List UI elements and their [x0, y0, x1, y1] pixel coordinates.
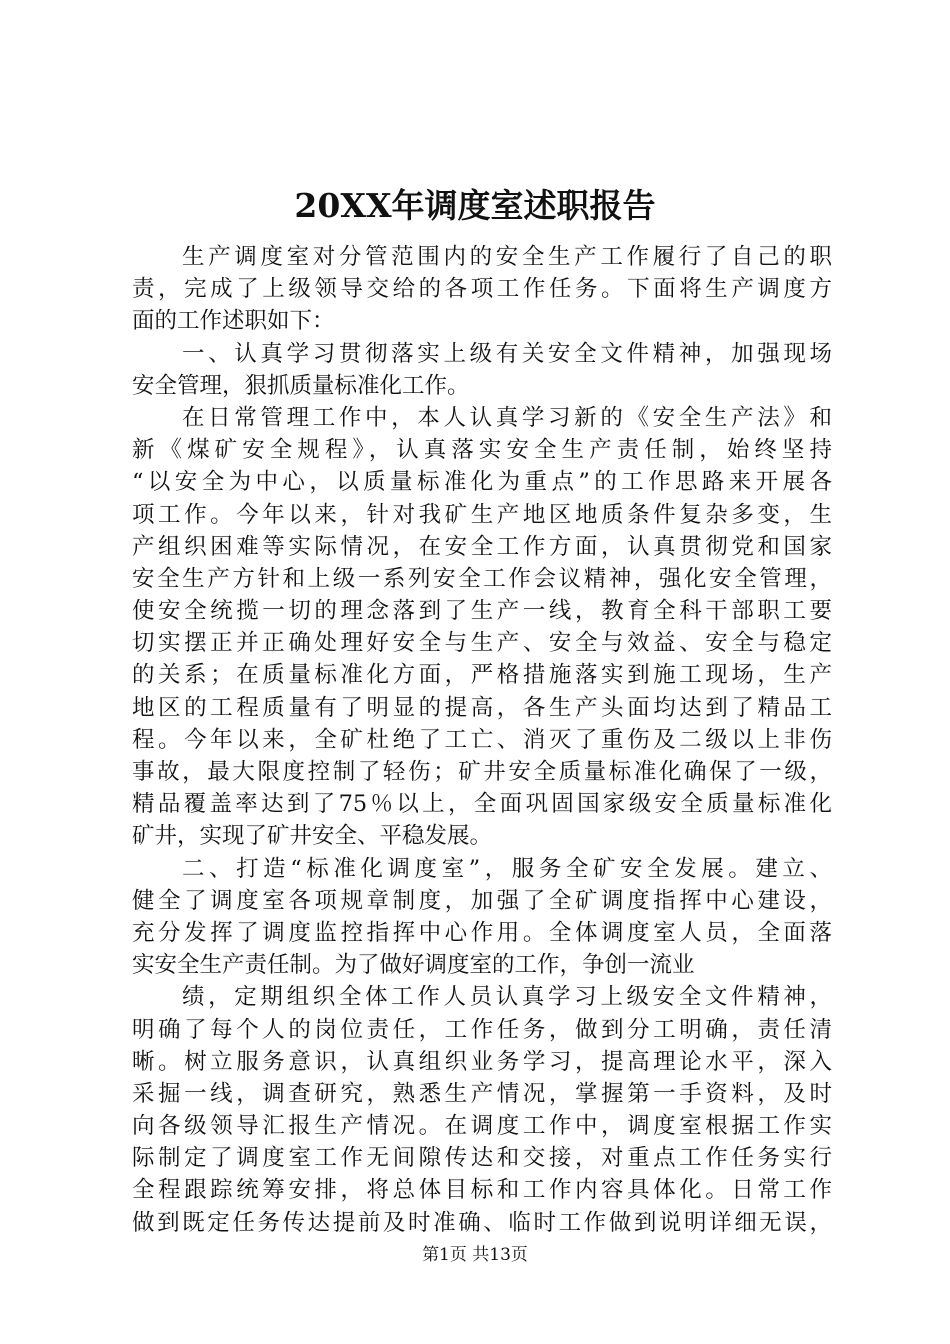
- text-line: 二、打造“标准化调度室”，服务全矿安全发展。建立、: [182, 855, 832, 882]
- text-line: 产组织困难等实际情况，在安全工作方面，认真贯彻党和国家: [132, 533, 832, 560]
- text-line: 使安全统揽一切的理念落到了生产一线，教育全科干部职工要: [132, 598, 832, 625]
- text-line: 采掘一线，调查研究，熟悉生产情况，掌握第一手资料，及时: [132, 1080, 832, 1107]
- text-line: 安全管理，狠抓质量标准化工作。: [132, 372, 470, 399]
- text-line: 充分发挥了调度监控指挥中心作用。全体调度室人员，全面落: [132, 919, 832, 946]
- text-line: 明确了每个人的岗位责任，工作任务，做到分工明确，责任清: [132, 1016, 832, 1043]
- text-line: 向各级领导汇报生产情况。在调度工作中，调度室根据工作实: [132, 1113, 832, 1140]
- text-line: 绩，定期组织全体工作人员认真学习上级安全文件精神，: [182, 984, 832, 1011]
- text-line: 切实摆正并正确处理好安全与生产、安全与效益、安全与稳定: [132, 630, 832, 657]
- text-line: 矿井，实现了矿井安全、平稳发展。: [132, 823, 493, 850]
- text-line: 际制定了调度室工作无间隙传达和交接，对重点工作任务实行: [132, 1145, 832, 1172]
- text-line: 健全了调度室各项规章制度，加强了全矿调度指挥中心建设，: [132, 887, 832, 914]
- text-line: 实安全生产责任制。为了做好调度室的工作，争创一流业: [132, 952, 695, 979]
- text-line: 在日常管理工作中，本人认真学习新的《安全生产法》和: [182, 404, 832, 431]
- text-line: 做到既定任务传达提前及时准确、临时工作做到说明详细无误，: [132, 1209, 832, 1236]
- text-line: 责，完成了上级领导交给的各项工作任务。下面将生产调度方: [132, 276, 832, 303]
- text-line: 事故，最大限度控制了轻伤；矿井安全质量标准化确保了一级，: [132, 759, 832, 785]
- text-line: 面的工作述职如下：: [132, 308, 335, 335]
- document-body: [132, 241, 832, 1239]
- text-line: 晰。树立服务意识，认真组织业务学习，提高理论水平，深入: [132, 1048, 832, 1075]
- text-line: 新《煤矿安全规程》，认真落实安全生产责任制，始终坚持: [132, 437, 832, 464]
- text-line: 程。今年以来，全矿杜绝了工亡、消灭了重伤及二级以上非伤: [132, 726, 832, 753]
- text-line: 安全生产方针和上级一系列安全工作会议精神，强化安全管理，: [132, 565, 832, 592]
- text-line: 地区的工程质量有了明显的提高，各生产头面均达到了精品工: [132, 694, 832, 721]
- page-footer: 第1页 共13页: [422, 1245, 528, 1265]
- text-line: 项工作。今年以来，针对我矿生产地区地质条件复杂多变，生: [132, 501, 832, 528]
- text-line: 生产调度室对分管范围内的安全生产工作履行了自己的职: [182, 244, 832, 270]
- text-line: 的关系；在质量标准化方面，严格措施落实到施工现场，生产: [132, 662, 832, 689]
- text-line: 一、认真学习贯彻落实上级有关安全文件精神，加强现场: [182, 340, 832, 367]
- text-line: “以安全为中心，以质量标准化为重点”的工作思路来开展各: [132, 469, 832, 496]
- document-title: 20XX年调度室述职报告: [294, 186, 656, 225]
- text-line: 全程跟踪统筹安排，将总体目标和工作内容具体化。日常工作: [132, 1177, 832, 1204]
- text-line: 精品覆盖率达到了75％以上，全面巩固国家级安全质量标准化: [132, 791, 832, 818]
